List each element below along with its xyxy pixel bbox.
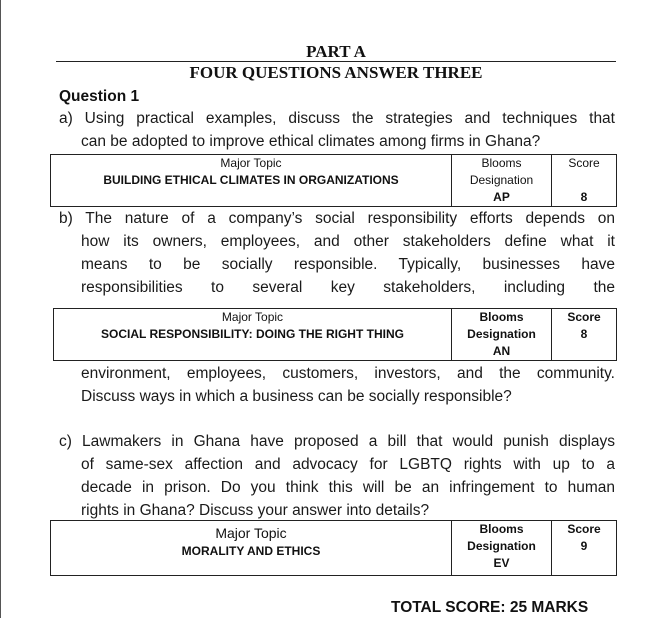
part-title: PART A [306,42,366,61]
total-score: TOTAL SCORE: 25 MARKS [391,599,589,616]
question-b-text-continued [81,362,615,408]
question-b-info-table [53,308,617,361]
question-a-info-table [50,154,617,207]
text-line: c) Lawmakers in Ghana have proposed a bill that would punish displays [59,433,615,450]
score-label: Score [567,310,601,324]
blooms-label: Blooms [479,310,524,324]
topic-name: SOCIAL RESPONSIBILITY: DOING THE RIGHT THING [101,327,404,341]
blooms-value: EV [493,556,510,570]
designation-label: Designation [467,539,536,553]
blooms-value: AP [493,190,510,204]
blooms-cell [452,155,552,206]
page-left-border [0,0,1,618]
topic-name: BUILDING ETHICAL CLIMATES IN ORGANIZATIONS [103,173,399,187]
question-b-text [59,207,615,299]
text-line: of same-sex affection and advocacy for LGBTQ rights with up to a [81,456,615,473]
text-line: rights in Ghana? Discuss your answer into details? [81,502,430,519]
blooms-cell [452,521,552,575]
topic-label: Major Topic [215,525,287,541]
topic-name: MORALITY AND ETHICS [181,544,321,558]
question-c-text [59,430,615,522]
text-line: decade in prison. Do you think this will be an infringement to human [81,479,615,496]
text-line: Discuss ways in which a business can be socially responsible? [81,388,512,405]
score-cell [552,521,616,575]
blooms-label: Blooms [479,522,524,536]
score-value: 8 [580,190,588,204]
question-c-info-table [50,520,617,576]
topic-label: Major Topic [220,156,282,170]
score-value: 9 [580,539,588,553]
blooms-value: AN [492,344,511,358]
instruction-heading: FOUR QUESTIONS ANSWER THREE [189,63,483,82]
topic-cell [51,521,452,575]
section-header [56,42,616,83]
score-label: Score [567,522,601,536]
score-cell [552,309,616,360]
question-a-text [59,107,615,153]
score-value: 8 [580,327,588,341]
designation-label: Designation [469,173,534,187]
blooms-cell [452,309,552,360]
text-line: means to be socially responsible. Typically, businesses have [81,256,615,273]
text-line: environment, employees, customers, investors, and the community. [81,365,615,382]
text-line: can be adopted to improve ethical climates among firms in Ghana? [81,133,541,150]
score-label: Score [568,156,600,170]
text-line: how its owners, employees, and other stakeholders define what it [81,233,615,250]
topic-label: Major Topic [221,310,284,324]
blooms-label: Blooms [481,156,522,170]
text-line: responsibilities to several key stakeholders, including the [81,279,615,296]
designation-label: Designation [467,327,536,341]
question-title: Question 1 [59,88,140,105]
score-cell [552,155,616,206]
topic-cell [54,309,452,360]
text-line: a) Using practical examples, discuss the strategies and techniques that [59,110,615,127]
text-line: b) The nature of a company’s social responsibility efforts depends on [59,210,615,227]
topic-cell [51,155,452,206]
